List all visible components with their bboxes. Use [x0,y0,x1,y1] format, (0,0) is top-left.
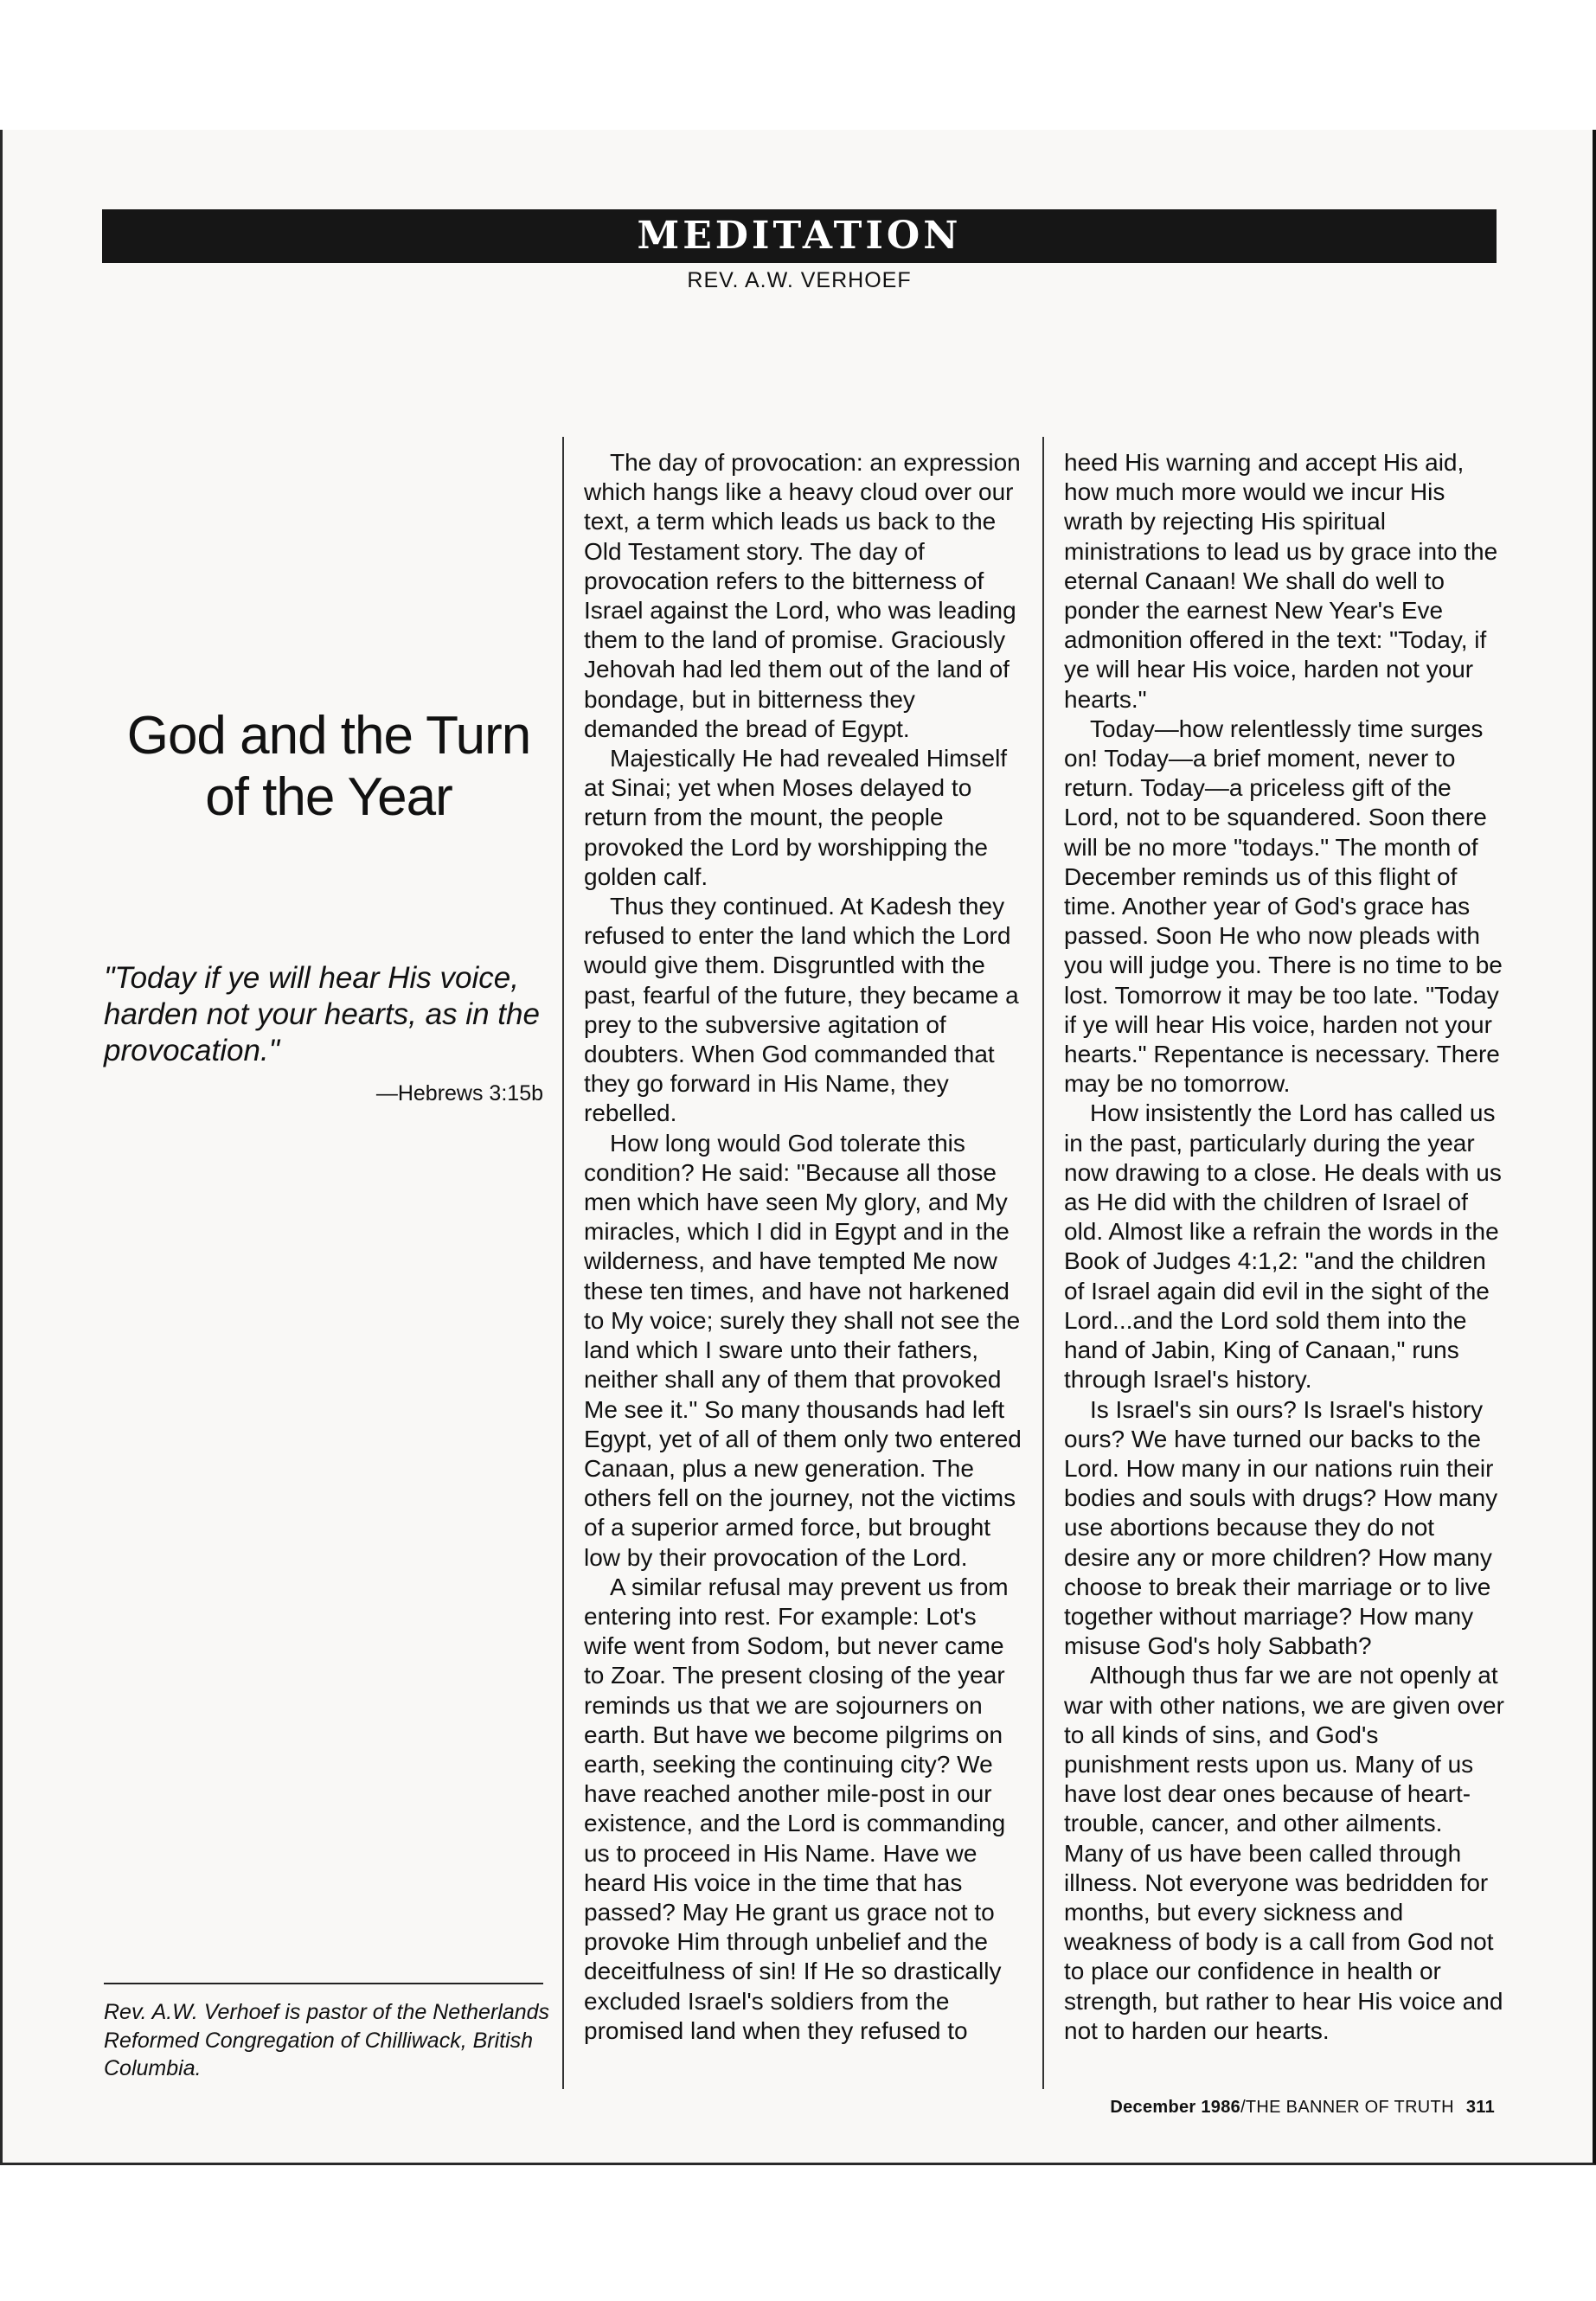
article-title: God and the Turn of the Year [126,706,531,828]
body-column-1 [584,448,1025,2046]
paragraph: Thus they continued. At Kadesh they refused to enter the land which the Lord would give them. Disgruntled with the past, fearful of the future, they became a prey to the subversive agitation of doubters. When God commanded that they go forward in His Name, they rebelled. [584,893,1019,1127]
column-divider-right [1042,437,1044,2089]
epigraph-quote: "Today if ye will hear His voice, harden not your hearts, as in the provocation." [104,961,540,1067]
paragraph: A similar refusal may prevent us from entering into rest. For example: Lot's wife went from Sodom, but never came to Zoar. The present closing of the year reminds us that we are sojourners on earth. But have we become pilgrims on earth, seeking the continuing city? We have reached another mile-post in our existence, and the Lord is commanding us to proceed in His Name. Have we heard His voice in the time that has passed? May He grant us grace not to provoke Him through unbelief and the deceitfulness of sin! If He so drastically excluded Israel's soldiers from the promised land when they refused to [584,1573,1009,2044]
column-divider-left [562,437,564,2089]
epigraph-reference: —Hebrews 3:15b [375,1081,543,1106]
body-column-2 [1064,448,1505,2046]
paragraph: Majestically He had revealed Himself at Sinai; yet when Moses delayed to return from the mount, the people provoked the Lord by worshipping the golden calf. [584,745,1008,890]
author-note-divider [104,1983,543,1984]
paragraph: Today—how relentlessly time surges on! Today—a brief moment, never to return. Today—a priceless gift of the Lord, not to be squandered. Soon there will be no more "todays." The month of December reminds us of this flight of time. Another year of God's grace has passed. Soon He who now pleads with you will judge you. There is no time to be lost. Tomorrow it may be too late. "Today if ye will hear His voice, harden not your hearts." Repentance is necessary. There may be no tomorrow. [1064,715,1503,1098]
paragraph: The day of provocation: an expression which hangs like a heavy cloud over our text, a term which leads us back to the Old Testament story. The day of provocation refers to the bitterness of Israel against the Lord, who was leading them to the land of promise. Graciously Jehovah had led them out of the land of bondage, but in bitterness they demanded the bread of Egypt. [584,449,1021,742]
footer-date: December 1986 [1110,2098,1241,2117]
paragraph-continued: heed His warning and accept His aid, how much more would we incur His wrath by rejecting His spiritual ministrations to lead us by grace into the eternal Canaan! We shall do well to ponder the earnest New Year's Eve admonition offered in the text: "Today, if ye will hear His voice, harden not your hearts." [1064,449,1498,713]
section-banner: MEDITATION [102,209,1497,263]
paragraph: How long would God tolerate this condition? He said: "Because all those men which have seen My glory, and My miracles, which I did in Egypt and in the wilderness, and have tempted Me now these ten times, and have not harkened to My voice; surely they shall not see the land which I sware unto their fathers, neither shall any of them that provoked Me see it." So many thousands had left Egypt, yet of all of them only two entered Canaan, plus a new generation. The others fell on the journey, not the victims of a superior armed force, but brought low by their provocation of the Lord. [584,1129,1022,1571]
author-byline: REV. A.W. VERHOEF [687,268,912,292]
page-number: 311 [1465,2098,1495,2117]
paragraph: Is Israel's sin ours? Is Israel's history ours? We have turned our backs to the Lord. How many in our nations ruin their bodies and souls with drugs? How many use abortions because they do not desire any or more children? How many choose to break their marriage or to live together without marriage? How many misuse God's holy Sabbath? [1064,1395,1498,1660]
author-note: Rev. A.W. Verhoef is pastor of the Netherlands Reformed Congregation of Chilliwack, British Columbia. [104,2000,550,2080]
page-footer [952,2098,1495,2118]
paragraph: How insistently the Lord has called us in the past, particularly during the year now drawing to a close. He deals with us as He did with the children of Israel of old. Almost like a refrain the words in the Book of Judges 4:1,2: "and the children of Israel again did evil in the sight of the Lord...and the Lord sold them into the hand of Jabin, King of Canaan," runs through Israel's history. [1064,1099,1502,1394]
paragraph: Although thus far we are not openly at war with other nations, we are given over to all kinds of sins, and God's punishment rests upon us. Many of us have lost dear ones because of heart-trouble, cancer, and other ailments. Many of us have been called through illness. Not everyone was bedridden for months, but every sickness and weakness of body is a call from God not to place our confidence in health or strength, but rather to hear His voice and not to harden our hearts. [1064,1662,1504,2044]
footer-publication: /THE BANNER OF TRUTH [1240,2098,1454,2117]
